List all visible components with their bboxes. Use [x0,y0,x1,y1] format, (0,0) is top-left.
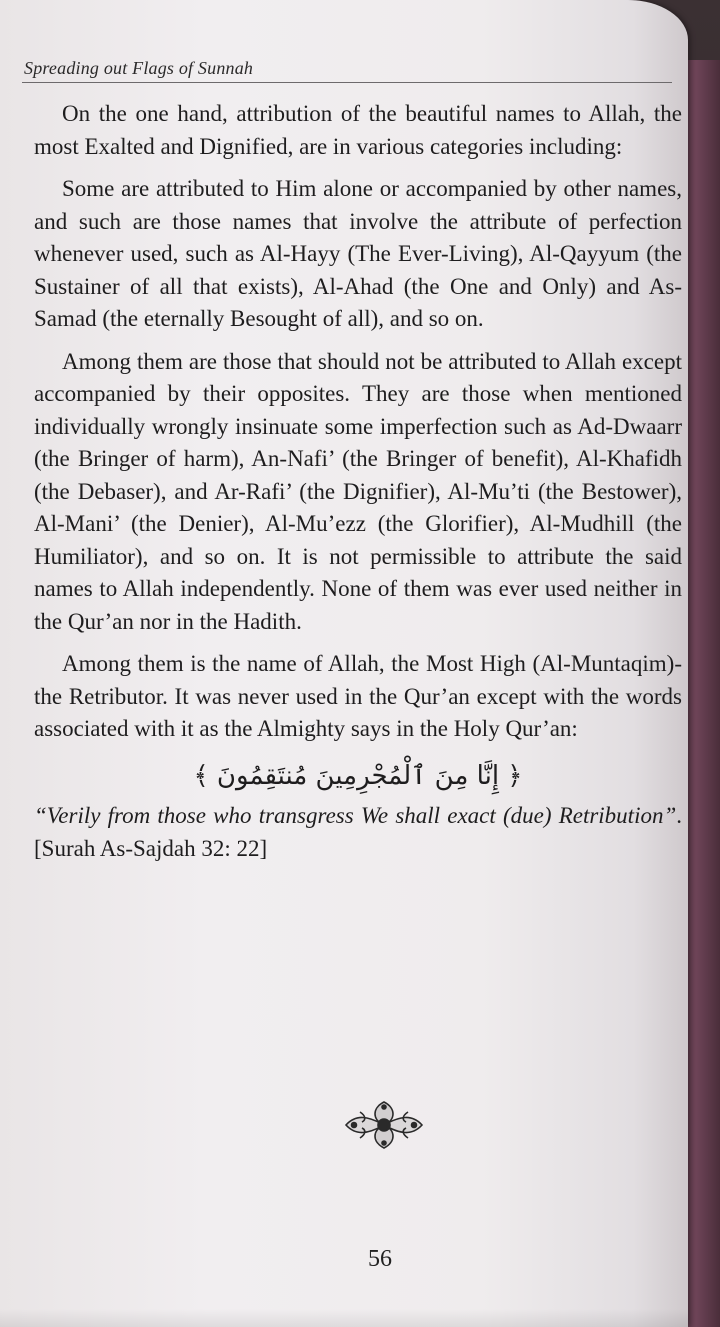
paragraph-1: On the one hand, attribution of the beautiful names to Allah, the most Exalted and Dignified, are in various categories including: [34,101,682,159]
floral-ornament-icon [342,1098,426,1152]
paragraph-4: Among them is the name of Allah, the Most High (Al-Muntaqim)- the Retributor. It was never used in the Qur’an except with the words associated with it as the Almighty says in the Holy Qur’an: [34,651,682,741]
arabic-verse: ﴿ إِنَّا مِنَ ٱلْمُجْرِمِينَ مُنتَقِمُونَ ﴾ [193,760,523,791]
verse-translation [34,800,682,865]
translation-text: “Verily from those who transgress We shall exact (due) Retribution” [34,803,677,828]
header-divider [22,82,672,83]
paragraph-3: Among them are those that should not be attributed to Allah except accompanied by their opposites. They are those when mentioned individually wrongly insinuate some imperfection such as Ad-Dwaarr (the Bringer of harm), An-Nafi’ (the Bringer of benefit), Al-Khafidh (the Debaser), and Ar-Rafi’ (the Dignifier), Al-Mu’ti (the Bestower), Al-Mani’ (the Denier), Al-Mu’ezz (the Glorifier), Al-Mudhill (the Humiliator), and so on. It is not permissible to attribute the said names to Allah independently. None of them was ever used neither in the Qur’an nor in the Hadith. [34,348,682,634]
verse-reference: .[Surah As-Sajdah 32: 22] [34,803,682,861]
paragraph-2: Some are attributed to Him alone or accompanied by other names, and such are those names that involve the attribute of perfection whenever used, such as Al-Hayy (The Ever-Living), Al-Qayyum (the Sustainer of all that exists), Al-Ahad (the One and Only) and As-Samad (the eternally Besought of all), and so on. [34,176,682,331]
running-head: Spreading out Flags of Sunnah [24,58,254,78]
page-bottom-shadow [0,1309,688,1327]
page-number: 56 [368,1246,392,1272]
page-body [34,98,682,865]
